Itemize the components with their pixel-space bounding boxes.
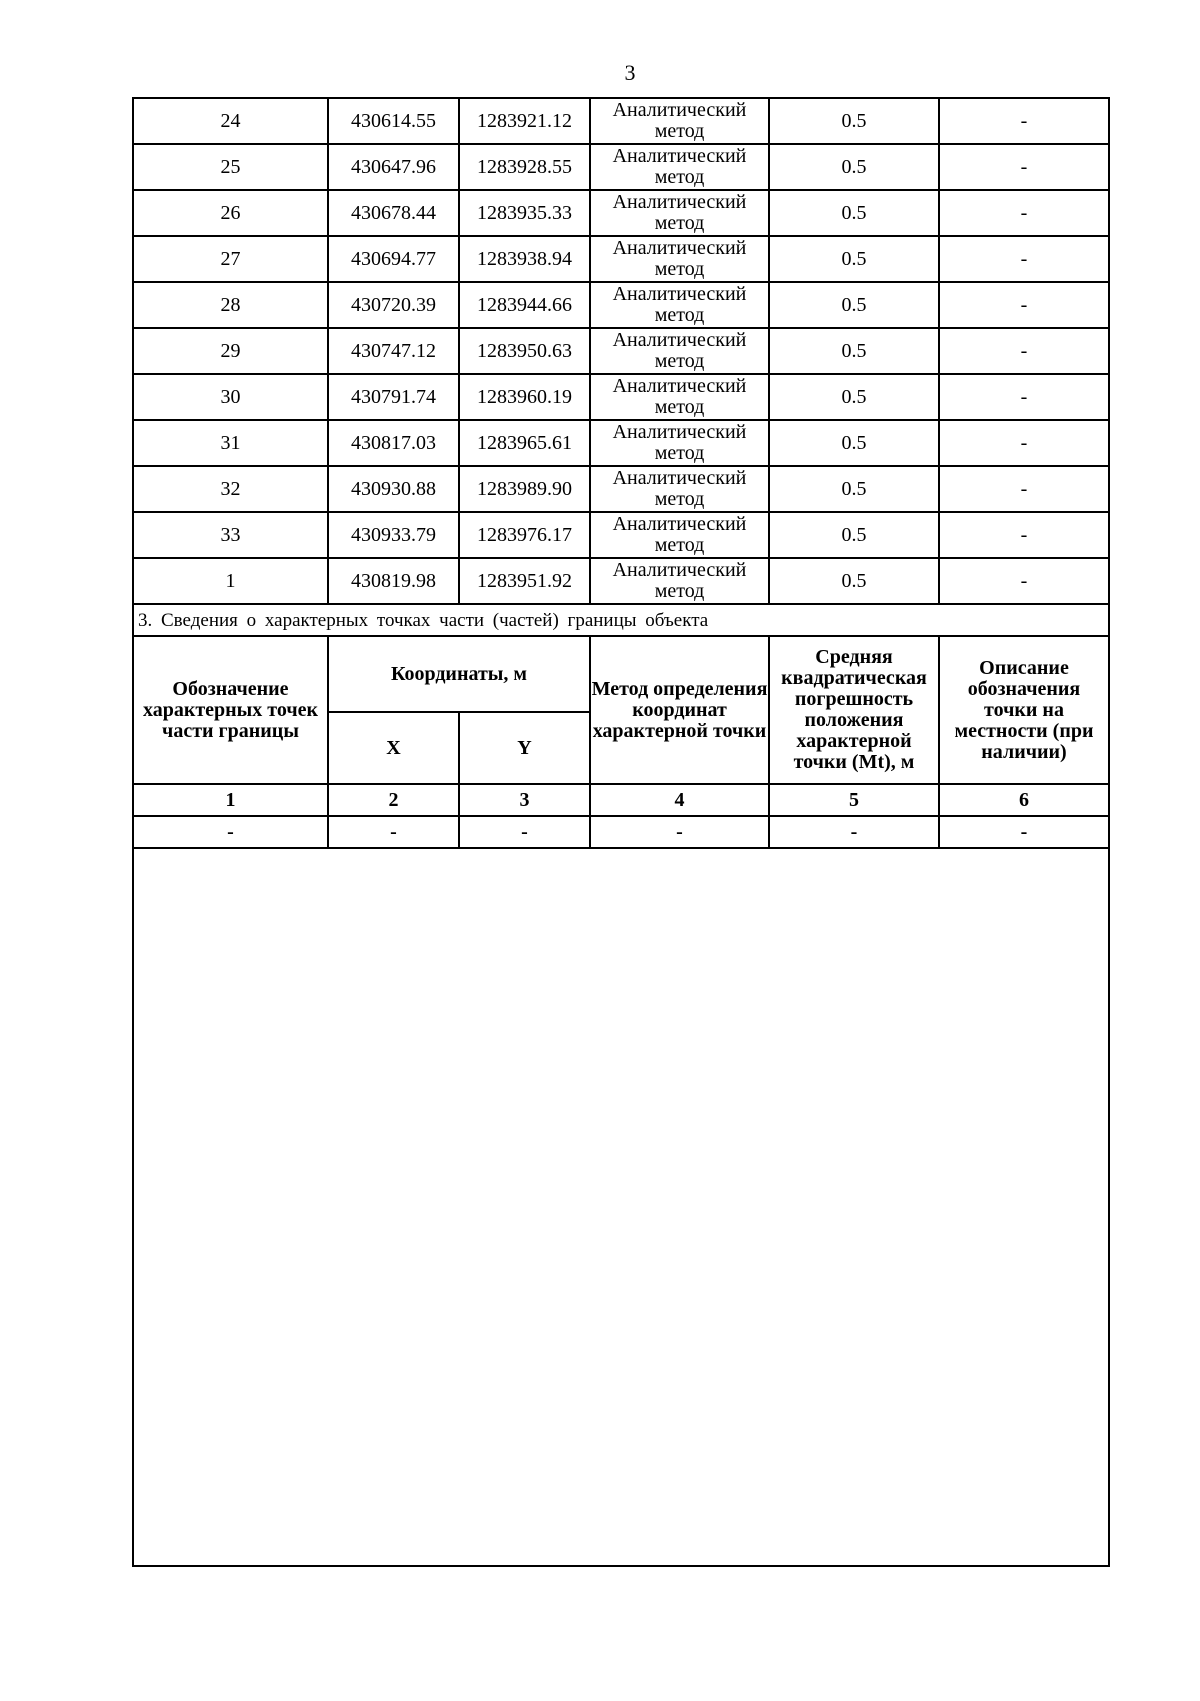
description-cell: - — [939, 190, 1109, 236]
column-number: 2 — [328, 784, 459, 816]
page-number: 3 — [624, 60, 636, 85]
point-number-cell: 31 — [133, 420, 328, 466]
point-number-cell: 24 — [133, 98, 328, 144]
method-cell: Аналитический метод — [590, 374, 769, 420]
method-cell: Аналитический метод — [590, 328, 769, 374]
header-coordinates: Координаты, м — [328, 636, 590, 712]
coord-x-cell: 430678.44 — [328, 190, 459, 236]
header-description: Описание обозначения точки на местности (при наличии) — [939, 636, 1109, 784]
method-cell: Аналитический метод — [590, 190, 769, 236]
coord-x-cell: 430933.79 — [328, 512, 459, 558]
coord-x-cell: 430817.03 — [328, 420, 459, 466]
mt-cell: 0.5 — [769, 512, 939, 558]
header-y: Y — [459, 712, 590, 784]
section3-block — [133, 604, 1109, 1566]
empty-cell: - — [328, 816, 459, 848]
coord-y-cell: 1283960.19 — [459, 374, 590, 420]
description-cell: - — [939, 282, 1109, 328]
column-number: 5 — [769, 784, 939, 816]
table-row — [133, 328, 1109, 374]
blank-area-row — [133, 848, 1109, 1566]
column-number: 6 — [939, 784, 1109, 816]
mt-cell: 0.5 — [769, 466, 939, 512]
point-number-cell: 1 — [133, 558, 328, 604]
table-row — [133, 512, 1109, 558]
description-cell: - — [939, 512, 1109, 558]
empty-cell: - — [590, 816, 769, 848]
empty-cell: - — [769, 816, 939, 848]
description-cell: - — [939, 374, 1109, 420]
mt-cell: 0.5 — [769, 282, 939, 328]
table-row — [133, 98, 1109, 144]
point-number-cell: 32 — [133, 466, 328, 512]
method-cell: Аналитический метод — [590, 144, 769, 190]
coord-x-cell: 430614.55 — [328, 98, 459, 144]
coord-x-cell: 430747.12 — [328, 328, 459, 374]
method-cell: Аналитический метод — [590, 420, 769, 466]
table-row — [133, 144, 1109, 190]
mt-cell: 0.5 — [769, 328, 939, 374]
column-number: 4 — [590, 784, 769, 816]
coord-x-cell: 430720.39 — [328, 282, 459, 328]
points-table-body — [133, 98, 1109, 604]
coord-y-cell: 1283928.55 — [459, 144, 590, 190]
coord-x-cell: 430930.88 — [328, 466, 459, 512]
header-designation: Обозначение характерных точек части границы — [133, 636, 328, 784]
method-cell: Аналитический метод — [590, 466, 769, 512]
header-mt: Средняя квадратическая погрешность положения характерной точки (Mt), м — [769, 636, 939, 784]
coord-y-cell: 1283921.12 — [459, 98, 590, 144]
method-cell: Аналитический метод — [590, 98, 769, 144]
mt-cell: 0.5 — [769, 236, 939, 282]
table-row — [133, 190, 1109, 236]
description-cell: - — [939, 558, 1109, 604]
point-number-cell: 26 — [133, 190, 328, 236]
point-number-cell: 25 — [133, 144, 328, 190]
empty-cell: - — [939, 816, 1109, 848]
empty-cell: - — [133, 816, 328, 848]
coord-y-cell: 1283938.94 — [459, 236, 590, 282]
section3-title-row — [133, 604, 1109, 636]
column-number: 1 — [133, 784, 328, 816]
table-row — [133, 282, 1109, 328]
table-row — [133, 236, 1109, 282]
section3-title: 3. Сведения о характерных точках части (частей) границы объекта — [133, 604, 1109, 636]
table-row — [133, 466, 1109, 512]
description-cell: - — [939, 236, 1109, 282]
coord-x-cell: 430694.77 — [328, 236, 459, 282]
empty-data-row — [133, 816, 1109, 848]
header-method: Метод определения координат характерной точки — [590, 636, 769, 784]
mt-cell: 0.5 — [769, 98, 939, 144]
mt-cell: 0.5 — [769, 144, 939, 190]
mt-cell: 0.5 — [769, 190, 939, 236]
method-cell: Аналитический метод — [590, 236, 769, 282]
description-cell: - — [939, 144, 1109, 190]
point-number-cell: 27 — [133, 236, 328, 282]
table-row — [133, 420, 1109, 466]
boundary-points-table — [132, 97, 1110, 1567]
column-number-row — [133, 784, 1109, 816]
point-number-cell: 29 — [133, 328, 328, 374]
description-cell: - — [939, 420, 1109, 466]
method-cell: Аналитический метод — [590, 282, 769, 328]
coord-y-cell: 1283944.66 — [459, 282, 590, 328]
method-cell: Аналитический метод — [590, 512, 769, 558]
empty-cell: - — [459, 816, 590, 848]
description-cell: - — [939, 98, 1109, 144]
blank-area — [133, 848, 1109, 1566]
coord-y-cell: 1283989.90 — [459, 466, 590, 512]
coord-y-cell: 1283935.33 — [459, 190, 590, 236]
coord-x-cell: 430791.74 — [328, 374, 459, 420]
coord-y-cell: 1283965.61 — [459, 420, 590, 466]
column-number: 3 — [459, 784, 590, 816]
coord-y-cell: 1283951.92 — [459, 558, 590, 604]
coord-x-cell: 430647.96 — [328, 144, 459, 190]
point-number-cell: 28 — [133, 282, 328, 328]
description-cell: - — [939, 466, 1109, 512]
coord-y-cell: 1283950.63 — [459, 328, 590, 374]
table-row — [133, 374, 1109, 420]
method-cell: Аналитический метод — [590, 558, 769, 604]
point-number-cell: 30 — [133, 374, 328, 420]
header-x: X — [328, 712, 459, 784]
description-cell: - — [939, 328, 1109, 374]
section3-header-row — [133, 636, 1109, 712]
coord-x-cell: 430819.98 — [328, 558, 459, 604]
mt-cell: 0.5 — [769, 558, 939, 604]
table-row — [133, 558, 1109, 604]
mt-cell: 0.5 — [769, 374, 939, 420]
coord-y-cell: 1283976.17 — [459, 512, 590, 558]
point-number-cell: 33 — [133, 512, 328, 558]
mt-cell: 0.5 — [769, 420, 939, 466]
